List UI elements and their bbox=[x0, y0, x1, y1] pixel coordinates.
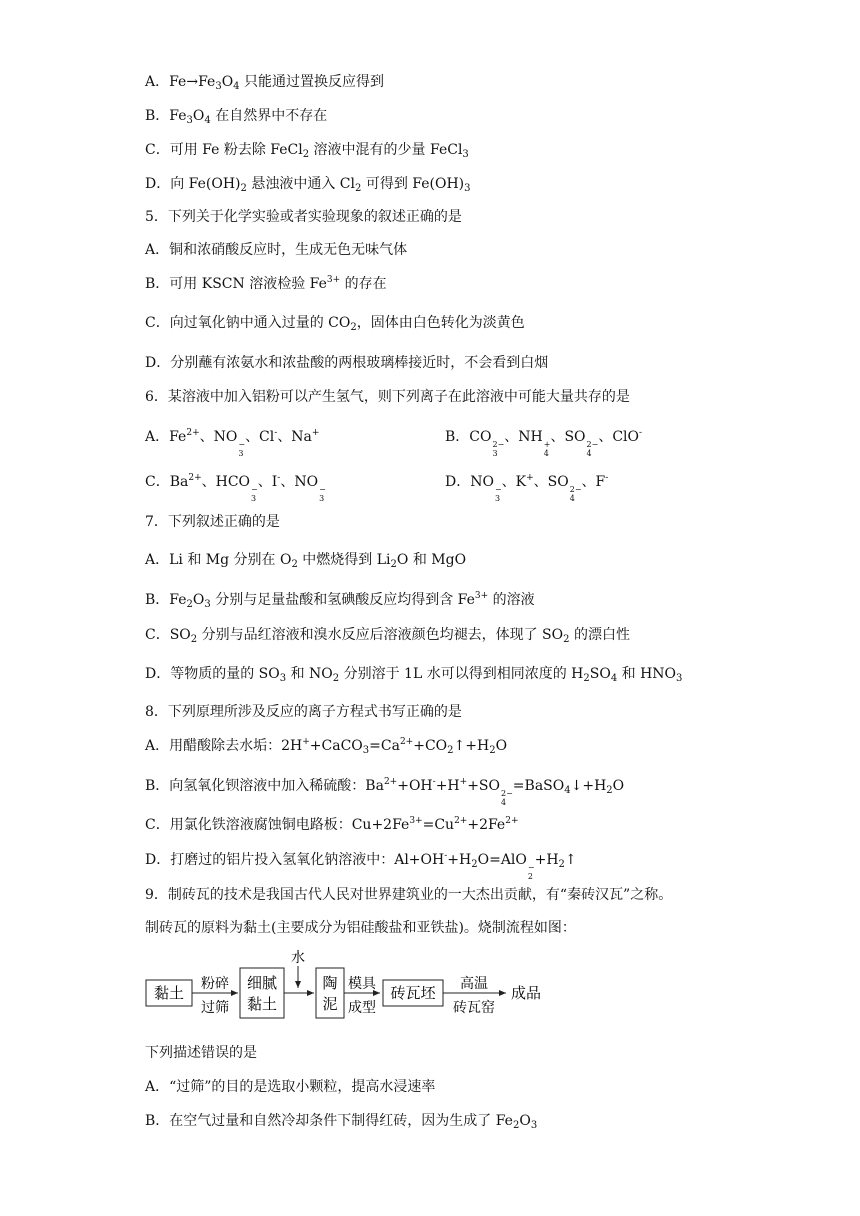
q7-option-d: D．等物质的量的 $SO_3$ 和 $NO_2$ 分别溶于 1L 水可以得到相同浓度的 $H_2SO_4$ 和 $HNO_3$ bbox=[145, 666, 683, 684]
q8-option-a: A．用醋酸除去水垢：$2H^++CaCO_3=Ca^{2+}+CO_2↑+H_2O$ bbox=[145, 737, 508, 756]
flow-step-sieve: 过筛 bbox=[201, 1000, 229, 1016]
q9-option-a: A．“过筛”的目的是选取小颗粒，提高水浸速率 bbox=[145, 1079, 436, 1095]
q7-option-b: B．$Fe_2O_3$ 分别与足量盐酸和氢碘酸反应均得到含 $Fe^{3+}$ 的溶液 bbox=[145, 591, 535, 610]
q4-option-b: B．$Fe_3O_4$ 在自然界中不存在 bbox=[145, 108, 328, 126]
q5-option-b: B．可用 KSCN 溶液检验 $Fe^{3+}$ 的存在 bbox=[145, 275, 387, 292]
q8-option-c: C．用氯化铁溶液腐蚀铜电路板：$Cu+2Fe^{3+}=Cu^{2+}+2Fe^{2+}$ bbox=[145, 816, 519, 833]
flow-step-crush: 粉碎 bbox=[201, 976, 229, 992]
q9-option-b: B．在空气过量和自然冷却条件下制得红砖，因为生成了 $Fe_2O_3$ bbox=[145, 1113, 538, 1131]
q4-option-d: D．向 $Fe(OH)_2$ 悬浊液中通入 $Cl_2$ 可得到 $Fe(OH)_3$ bbox=[145, 176, 471, 194]
q9-stem-line1: 9．制砖瓦的技术是我国古代人民对世界建筑业的一大杰出贡献，有“秦砖汉瓦”之称。 bbox=[145, 887, 673, 903]
q6-option-d: D．NO − 3 、K+、SO 2− 4 、F- bbox=[445, 473, 609, 503]
flow-box-fine-clay-2: 黏土 bbox=[246, 995, 278, 1013]
q5-option-d: D．分别蘸有浓氨水和浓盐酸的两根玻璃棒接近时，不会看到白烟 bbox=[145, 355, 549, 371]
q6-option-b: B．CO 2− 3 、NH + 4 、SO 2− 4 、ClO- bbox=[445, 428, 643, 458]
flow-step-shape: 成型 bbox=[348, 1000, 376, 1016]
q4-option-a: A．$Fe\to Fe_3O_4$ 只能通过置换反应得到 bbox=[145, 74, 384, 92]
flow-box-fine-clay-1: 细腻 bbox=[246, 974, 278, 992]
q6-option-c: C．$Ba^{2+}$、HCO − 3 、I-、NO − 3 bbox=[145, 473, 326, 503]
q4-option-c: C．可用 Fe 粉去除 FeCl$_2$ 溶液中混有的少量 FeCl$_3$ bbox=[145, 142, 469, 160]
q8-option-d: D．打磨过的铝片投入氢氧化钠溶液中：$Al+OH^-+H_2O=AlO$ − 2 $+H_2↑$ bbox=[145, 851, 577, 881]
q7-option-c: C．$SO_2$ 分别与品红溶液和溴水反应后溶液颜色均褪去，体现了 $SO_2$ 的漂白性 bbox=[145, 627, 630, 645]
flow-product: 成品 bbox=[511, 984, 542, 1002]
q9-prompt: 下列描述错误的是 bbox=[145, 1045, 257, 1061]
q7-option-a: A．Li 和 Mg 分别在 $O_2$ 中燃烧得到 $Li_2O$ 和 MgO bbox=[145, 552, 467, 570]
q5-stem: 5．下列关于化学实验或者实验现象的叙述正确的是 bbox=[145, 209, 462, 225]
flow-step-high-temp: 高温 bbox=[460, 976, 488, 992]
flow-water-label: 水 bbox=[291, 950, 305, 966]
q9-stem-line2: 制砖瓦的原料为黏土(主要成分为铝硅酸盐和亚铁盐)。烧制流程如图： bbox=[145, 920, 576, 936]
q7-stem: 7．下列叙述正确的是 bbox=[145, 514, 280, 530]
flow-box-mud-1: 陶 bbox=[322, 974, 338, 992]
q8-option-b: B．向氢氧化钡溶液中加入稀硫酸：$Ba^{2+}+OH^-+H^++SO$ 2− 4 $=BaSO_4↓+H_2O$ bbox=[145, 777, 625, 807]
flow-box-green-brick: 砖瓦坯 bbox=[390, 984, 436, 1002]
q5-option-c: C．向过氧化钠中通入过量的 $CO_2$，固体由白色转化为淡黄色 bbox=[145, 315, 525, 333]
flow-step-kiln: 砖瓦窑 bbox=[453, 1000, 495, 1016]
flow-box-clay: 黏土 bbox=[153, 984, 185, 1002]
q5-option-a: A．铜和浓硝酸反应时，生成无色无味气体 bbox=[145, 242, 408, 258]
q6-option-a: A．$Fe^{2+}$、NO − 3 、Cl-、Na+ bbox=[145, 428, 320, 458]
q8-stem: 8．下列原理所涉及反应的离子方程式书写正确的是 bbox=[145, 704, 462, 720]
flow-step-mold: 模具 bbox=[348, 976, 376, 992]
brick-process-flowchart bbox=[140, 946, 570, 1026]
flow-box-mud-2: 泥 bbox=[322, 995, 338, 1013]
q6-stem: 6．某溶液中加入铝粉可以产生氢气，则下列离子在此溶液中可能大量共存的是 bbox=[145, 389, 630, 405]
